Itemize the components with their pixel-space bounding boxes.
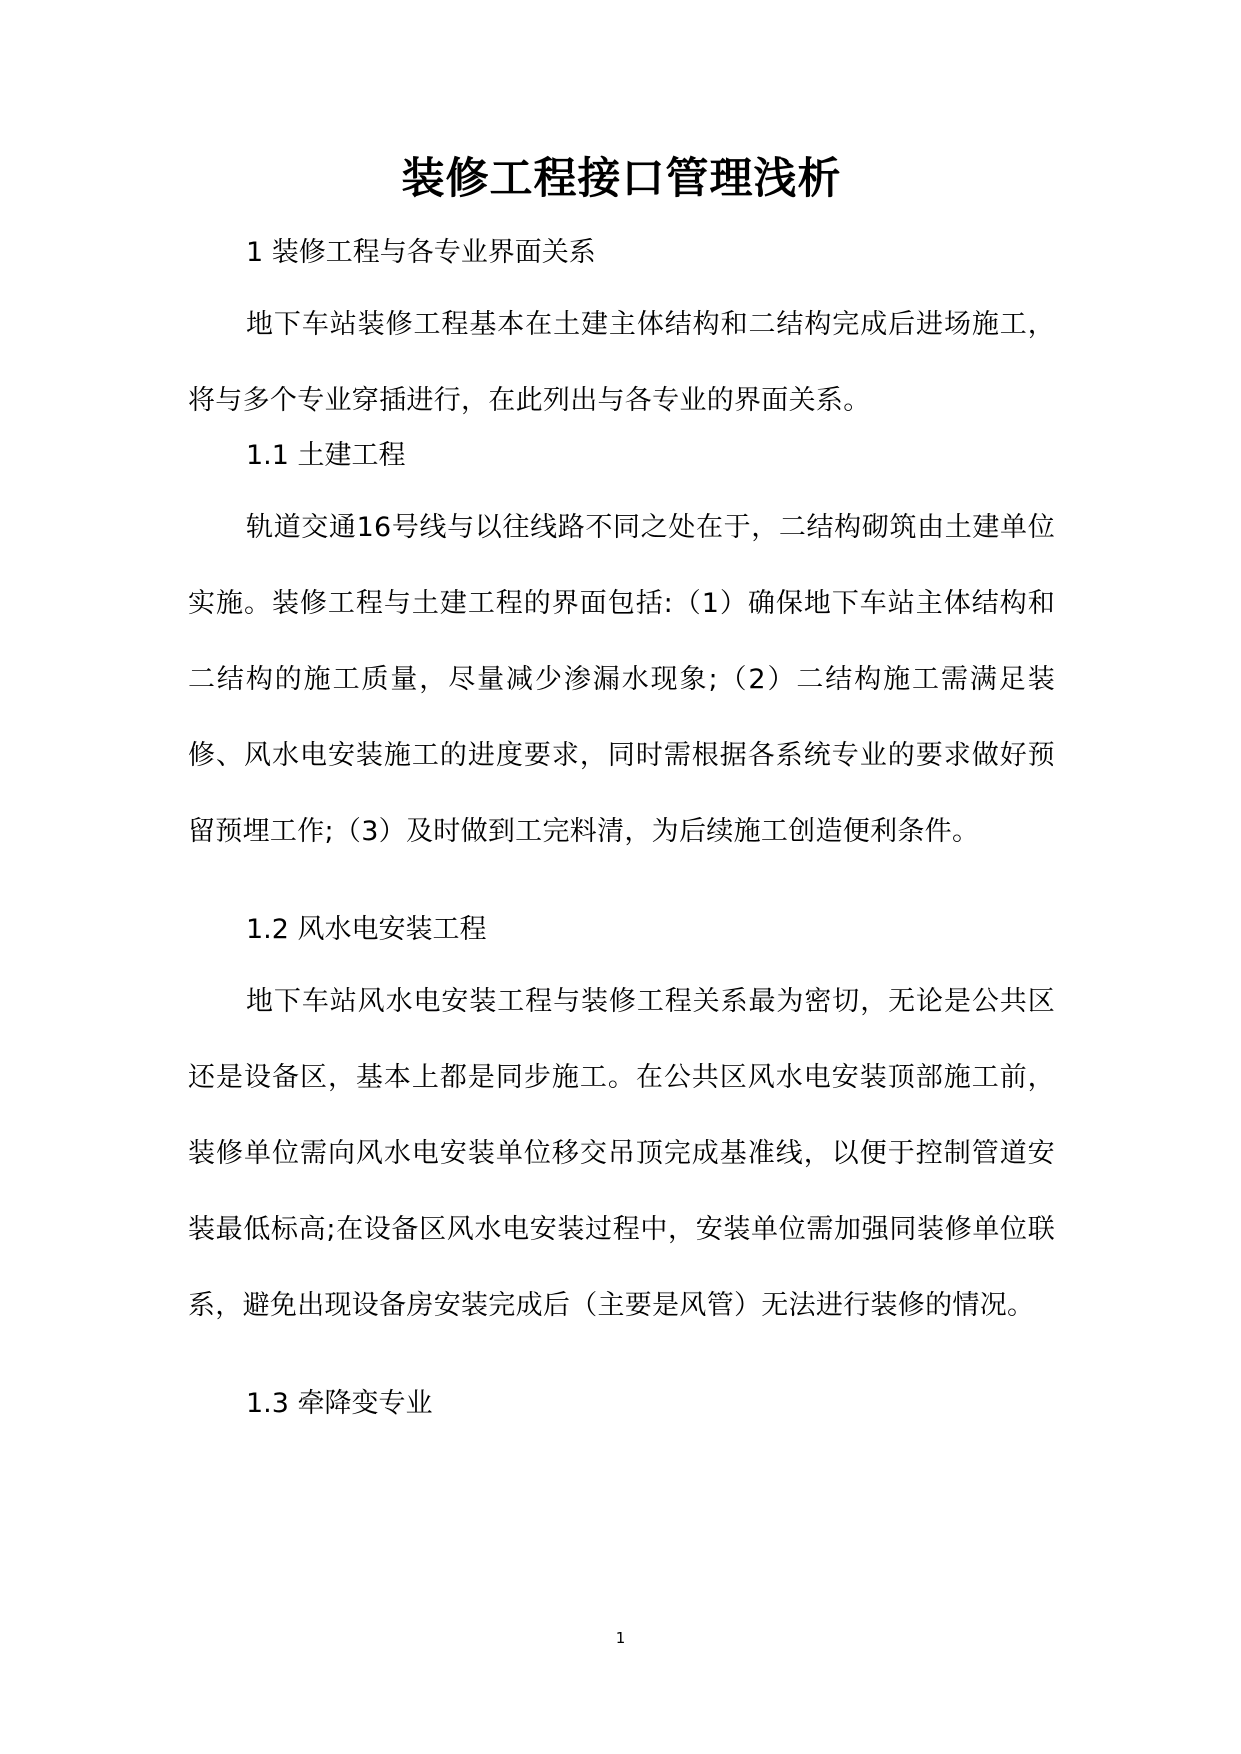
document-title: 装修工程接口管理浅析 <box>401 154 842 204</box>
page-number: 1 <box>615 1629 626 1647</box>
section-heading-1-1: 1.1 土建工程 <box>246 440 406 471</box>
section-heading-1-3: 1.3 牵降变专业 <box>246 1388 433 1419</box>
section-paragraph-1: 地下车站装修工程基本在土建主体结构和二结构完成后进场施工，将与多个专业穿插进行，在此列出与各专业的界面关系。 <box>188 309 1055 416</box>
section-paragraph-1-1: 轨道交通16号线与以往线路不同之处在于，二结构砌筑由土建单位实施。装修工程与土建工程的界面包括:（1）确保地下车站主体结构和二结构的施工质量，尽量减少渗漏水现象;（2）二结构施工需满足装修、风水电安装施工的进度要求，同时需根据各系统专业的要求做好预留预埋工作;（3）及时做到工完料清，为后续施工创造便利条件。 <box>188 512 1055 847</box>
section-heading-1-2: 1.2 风水电安装工程 <box>246 914 487 945</box>
section-paragraph-1-2: 地下车站风水电安装工程与装修工程关系最为密切，无论是公共区还是设备区，基本上都是同步施工。在公共区风水电安装顶部施工前，装修单位需向风水电安装单位移交吊顶完成基准线，以便于控制管道安装最低标高;在设备区风水电安装过程中，安装单位需加强同装修单位联系，避免出现设备房安装完成后（主要是风管）无法进行装修的情况。 <box>188 986 1055 1321</box>
section-heading-1: 1 装修工程与各专业界面关系 <box>246 237 596 268</box>
